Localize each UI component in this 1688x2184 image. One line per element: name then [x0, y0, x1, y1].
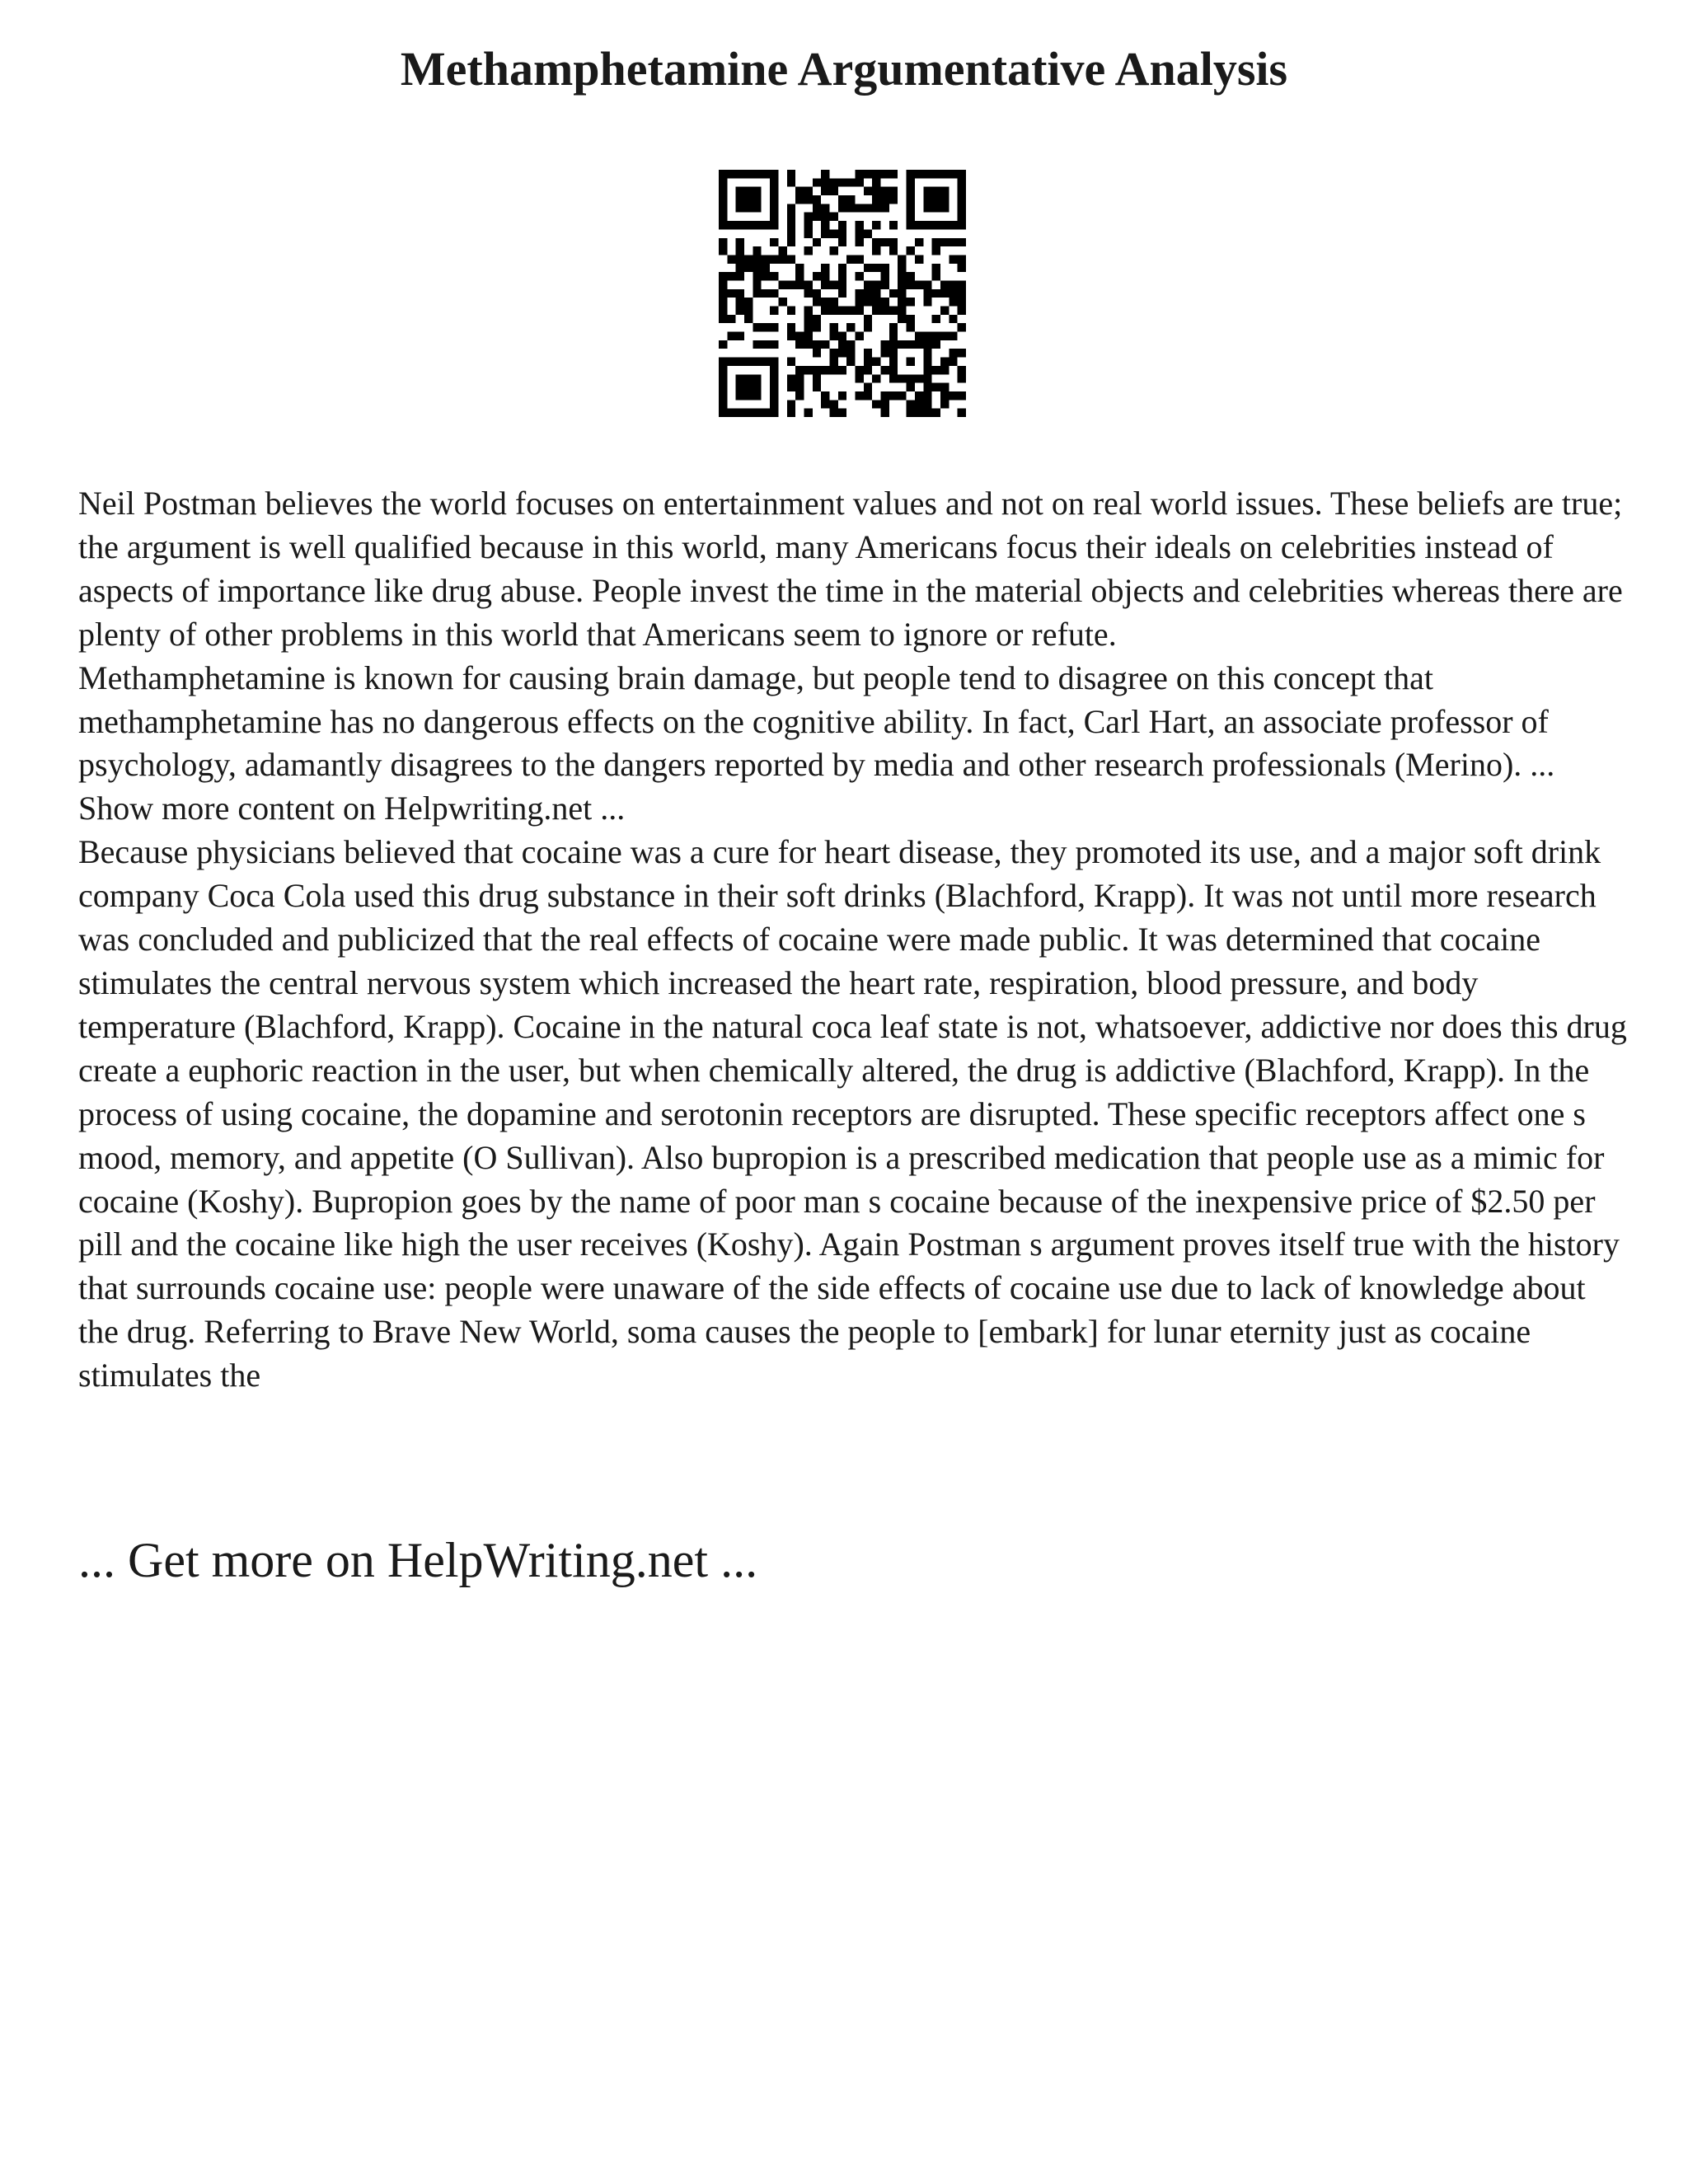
page-title: Methamphetamine Argumentative Analysis — [400, 42, 1288, 96]
paragraph-intro: Neil Postman believes the world focuses on entertainment values and not on real world issues. These beliefs are true; the argument is well qualified because in this world, many Americans focus their ideals on celebrities instead of aspects of importance like drug abuse. People invest the time in the material objects and celebrities whereas there are plenty of other problems in this world that Americans seem to ignore or refute. — [78, 485, 1623, 653]
article-body — [78, 482, 1628, 1398]
qr-code-icon — [719, 170, 966, 417]
get-more-link[interactable]: ... Get more on HelpWriting.net ... — [78, 1533, 758, 1587]
paragraph-cocaine: Because physicians believed that cocaine was a cure for heart disease, they promoted its use, and a major soft drink company Coca Cola used this drug substance in their soft drinks (Blachford, Krapp). It was not until more research was concluded and publicized that the real effects of cocaine were made public. It was determined that cocaine stimulates the central nervous system which increased the heart rate, respiration, blood pressure, and body temperature (Blachford, Krapp). Cocaine in the natural coca leaf state is not, whatsoever, addictive nor does this drug create a euphoric reaction in the user, but when chemically altered, the drug is addictive (Blachford, Krapp). In the process of using cocaine, the dopamine and serotonin receptors are disrupted. These specific receptors affect one s mood, memory, and appetite (O Sullivan). Also bupropion is a prescribed medication that people use as a mimic for cocaine (Koshy). Bupropion goes by the name of poor man s cocaine because of the inexpensive price of $2.50 per pill and the cocaine like high the user receives (Koshy). Again Postman s argument proves itself true with the history that surrounds cocaine use: people were unaware of the side effects of cocaine use due to lack of knowledge about the drug. Referring to Brave New World, soma causes the people to [embark] for lunar eternity just as cocaine stimulates the — [78, 833, 1627, 1394]
paragraph-methamphetamine: Methamphetamine is known for causing brain damage, but people tend to disagree on this concept that methamphetamine has no dangerous effects on the cognitive ability. In fact, Carl Hart, an associate professor of psychology, adamantly disagrees to the dangers reported by media and other research professionals (Merino). ... Show more content on Helpwriting.net ... — [78, 658, 1555, 827]
